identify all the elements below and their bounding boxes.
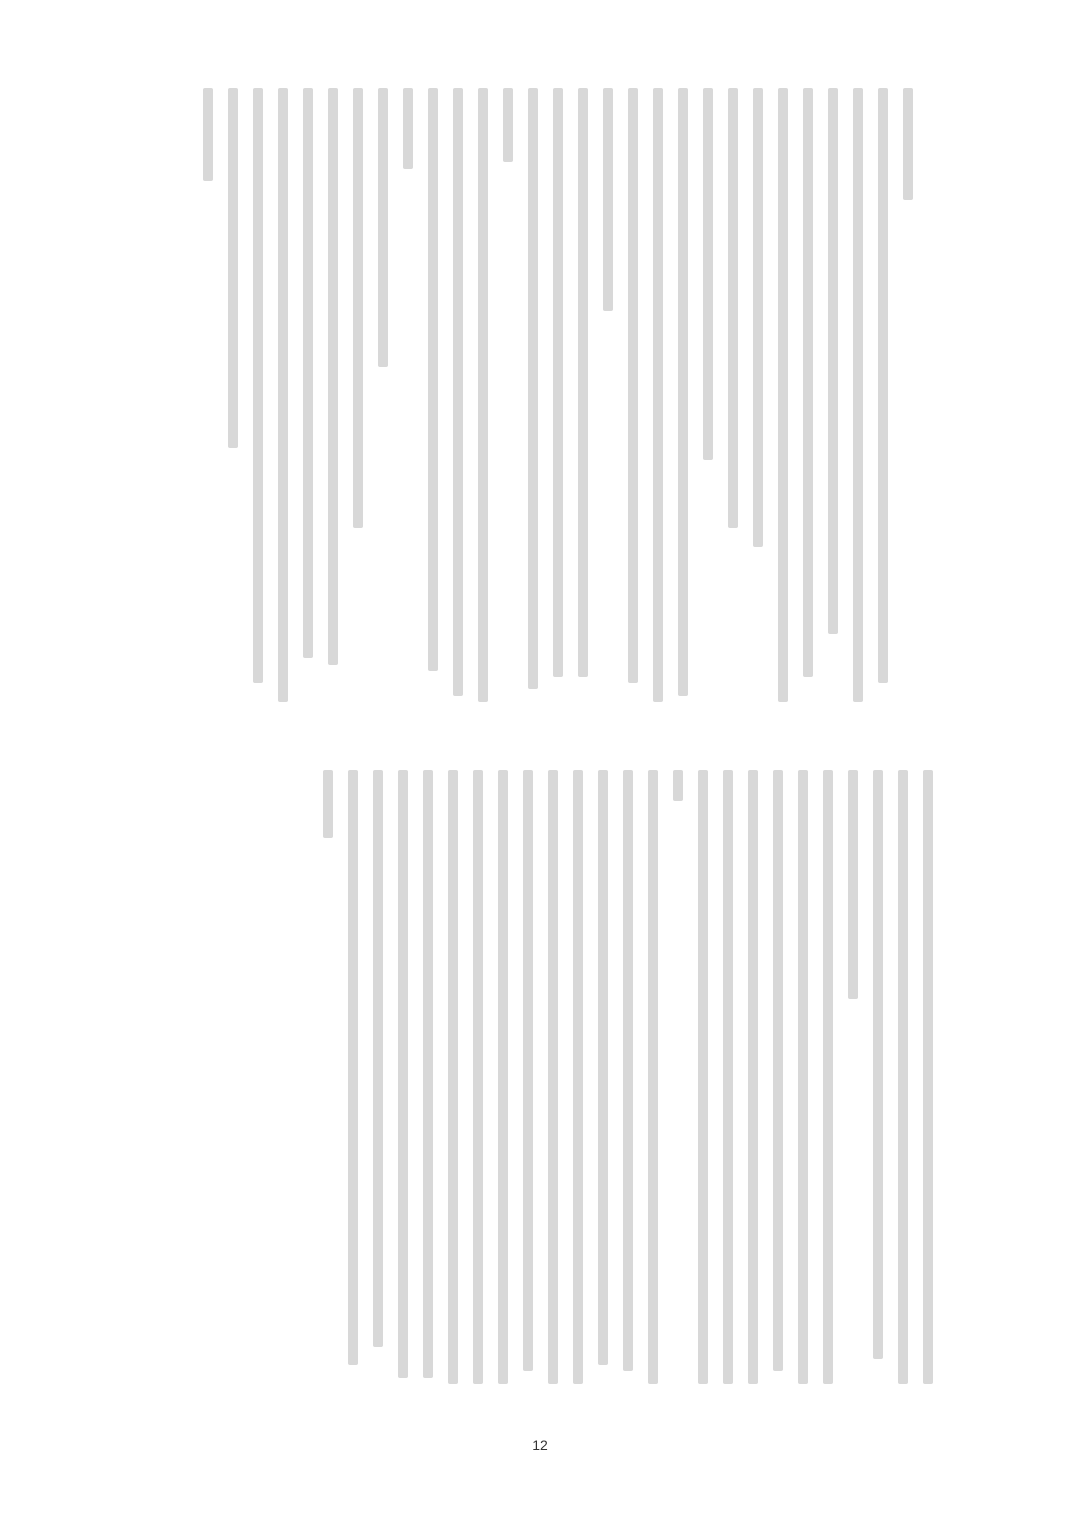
redacted-line [903, 88, 913, 200]
text-column [666, 770, 690, 1390]
redacted-line [523, 770, 533, 1371]
redacted-line [228, 88, 238, 448]
redacted-line [728, 88, 738, 528]
redacted-line [798, 770, 808, 1384]
redacted-line [378, 88, 388, 367]
text-column [891, 770, 915, 1390]
text-column [721, 88, 745, 708]
text-column [766, 770, 790, 1390]
text-column [296, 88, 320, 708]
redacted-line [503, 88, 513, 162]
redacted-line [773, 770, 783, 1371]
redacted-line [878, 88, 888, 683]
text-column [796, 88, 820, 708]
text-column [516, 770, 540, 1390]
text-column [471, 88, 495, 708]
redacted-line [323, 770, 333, 838]
redacted-line [553, 88, 563, 677]
text-column [271, 88, 295, 708]
redacted-line [478, 88, 488, 702]
text-column [816, 770, 840, 1390]
text-column [441, 770, 465, 1390]
text-column [491, 770, 515, 1390]
redacted-line [203, 88, 213, 181]
redacted-line [628, 88, 638, 683]
text-column [596, 88, 620, 708]
redacted-line [598, 770, 608, 1365]
text-column [896, 88, 920, 708]
redacted-line [403, 88, 413, 169]
redacted-line [353, 88, 363, 528]
redacted-line [698, 770, 708, 1384]
text-column [741, 770, 765, 1390]
text-column [771, 88, 795, 708]
text-column [371, 88, 395, 708]
redacted-line [328, 88, 338, 665]
text-column [496, 88, 520, 708]
redacted-line [603, 88, 613, 311]
upper-text-block [150, 88, 920, 708]
text-column [546, 88, 570, 708]
text-column [871, 88, 895, 708]
text-column [691, 770, 715, 1390]
redacted-line [498, 770, 508, 1384]
redacted-line [303, 88, 313, 658]
text-column [196, 88, 220, 708]
lower-text-block [150, 770, 940, 1390]
text-column [421, 88, 445, 708]
redacted-line [873, 770, 883, 1359]
text-column [916, 770, 940, 1390]
redacted-line [278, 88, 288, 702]
text-column [716, 770, 740, 1390]
text-column [791, 770, 815, 1390]
redacted-line [853, 88, 863, 702]
redacted-line [448, 770, 458, 1384]
text-column [846, 88, 870, 708]
redacted-line [578, 88, 588, 677]
text-column [321, 88, 345, 708]
text-column [566, 770, 590, 1390]
redacted-line [548, 770, 558, 1384]
redacted-line [653, 88, 663, 702]
redacted-line [648, 770, 658, 1384]
redacted-line [373, 770, 383, 1347]
redacted-line [923, 770, 933, 1384]
text-column [316, 770, 340, 1390]
redacted-line [528, 88, 538, 689]
text-column [366, 770, 390, 1390]
text-column [416, 770, 440, 1390]
redacted-line [673, 770, 683, 801]
redacted-line [703, 88, 713, 460]
redacted-line [573, 770, 583, 1384]
redacted-line [473, 770, 483, 1384]
redacted-line [803, 88, 813, 677]
redacted-line [748, 770, 758, 1384]
text-column [246, 88, 270, 708]
redacted-line [453, 88, 463, 696]
text-column [396, 88, 420, 708]
redacted-line [398, 770, 408, 1378]
text-column [541, 770, 565, 1390]
redacted-line [348, 770, 358, 1365]
redacted-line [423, 770, 433, 1378]
text-column [696, 88, 720, 708]
text-column [591, 770, 615, 1390]
redacted-line [753, 88, 763, 547]
text-column [841, 770, 865, 1390]
text-column [866, 770, 890, 1390]
redacted-line [428, 88, 438, 671]
text-column [466, 770, 490, 1390]
page-number: 12 [532, 1437, 548, 1453]
redacted-line [778, 88, 788, 702]
redacted-line [898, 770, 908, 1384]
redacted-line [253, 88, 263, 683]
redacted-line [723, 770, 733, 1384]
text-column [446, 88, 470, 708]
redacted-line [828, 88, 838, 634]
redacted-line [848, 770, 858, 999]
redacted-line [678, 88, 688, 696]
text-column [746, 88, 770, 708]
text-column [641, 770, 665, 1390]
text-column [571, 88, 595, 708]
text-column [646, 88, 670, 708]
redacted-line [623, 770, 633, 1371]
text-column [521, 88, 545, 708]
text-column [341, 770, 365, 1390]
text-column [671, 88, 695, 708]
text-column [346, 88, 370, 708]
text-column [616, 770, 640, 1390]
text-column [391, 770, 415, 1390]
text-column [221, 88, 245, 708]
text-column [621, 88, 645, 708]
redacted-line [823, 770, 833, 1384]
text-column [821, 88, 845, 708]
